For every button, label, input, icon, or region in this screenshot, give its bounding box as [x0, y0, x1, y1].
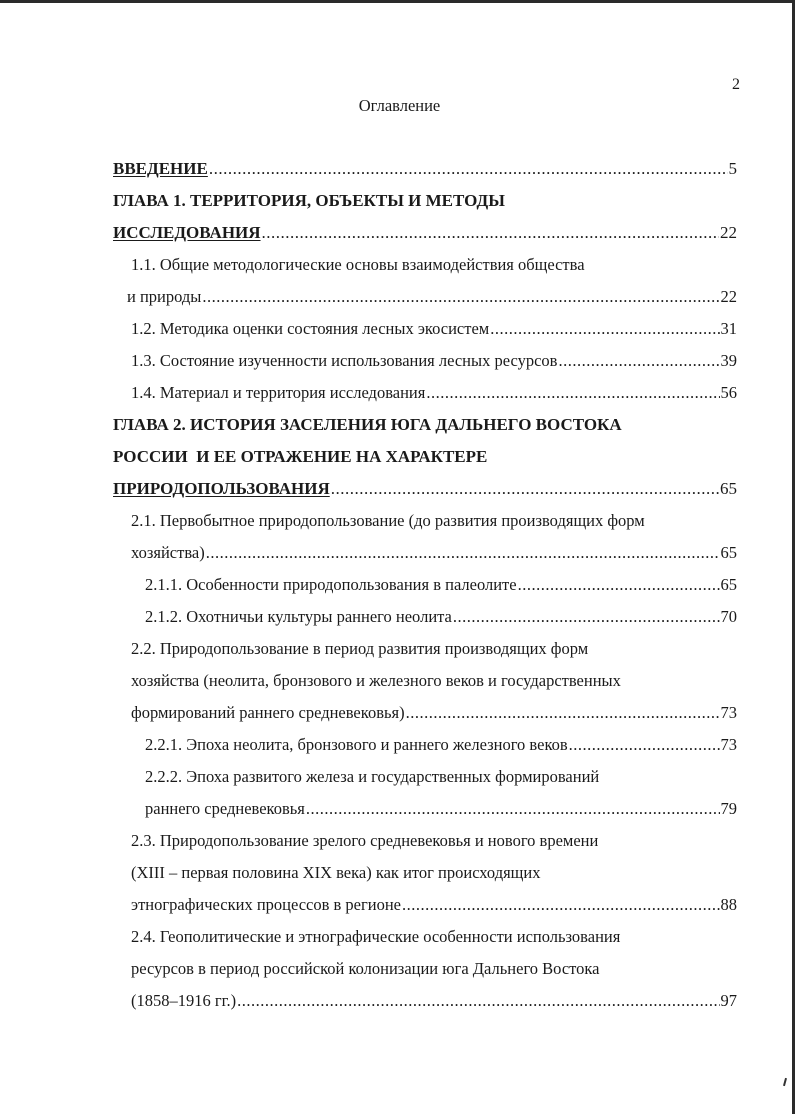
toc-entry-text: 1.2. Методика оценки состояния лесных экосистем: [131, 319, 490, 338]
toc-entry-chapter-1[interactable]: [113, 185, 737, 249]
page-edge-top: [0, 0, 795, 3]
toc-entry-text: этнографических процессов в регионе: [131, 895, 402, 914]
toc-entry-2-4[interactable]: [113, 921, 737, 1017]
toc-entry-page: 56: [720, 383, 737, 402]
dot-leader: [306, 793, 720, 825]
toc-entry-text: ГЛАВА 2. ИСТОРИЯ ЗАСЕЛЕНИЯ ЮГА ДАЛЬНЕГО ВОСТОКА: [113, 415, 622, 434]
toc-entry-text: ресурсов в период российской колонизации юга Дальнего Востока: [131, 959, 600, 978]
toc-entry-page: 31: [720, 319, 737, 338]
toc-entry-page: 22: [720, 287, 737, 306]
dot-leader: [406, 697, 720, 729]
toc-entry-page: 65: [720, 543, 737, 562]
toc-entry-text: 2.2. Природопользование в период развития производящих форм: [131, 639, 589, 658]
toc-entry-2-1[interactable]: [113, 505, 737, 569]
toc-entry-text: 1.1. Общие методологические основы взаимодействия общества: [131, 255, 585, 274]
dot-leader: [426, 377, 719, 409]
toc-entry-text: 2.1. Первобытное природопользование (до развития производящих форм: [131, 511, 645, 530]
toc-entry-text: 2.3. Природопользование зрелого средневековья и нового времени: [131, 831, 599, 850]
toc-entry-text: 2.4. Геополитические и этнографические особенности использования: [131, 927, 621, 946]
toc-entry-text: 2.2.2. Эпоха развитого железа и государственных формирований: [145, 767, 600, 786]
toc-entry-page: 39: [720, 351, 737, 370]
toc-entry-page: 65: [720, 575, 737, 594]
table-of-contents: [113, 153, 737, 1017]
toc-entry-text: хозяйства (неолита, бронзового и железного веков и государственных: [131, 671, 621, 690]
page-number: 2: [732, 76, 740, 93]
dot-leader: [518, 569, 720, 601]
toc-entry-text: (1858–1916 гг.): [131, 991, 237, 1010]
toc-entry-page: 73: [720, 703, 737, 722]
toc-entry-page: 70: [720, 607, 737, 626]
toc-entry-2-1-1[interactable]: [113, 569, 737, 601]
toc-title: Оглавление: [358, 96, 441, 115]
toc-entry-text: раннего средневековья: [145, 799, 305, 818]
scan-speck: [783, 1078, 787, 1086]
toc-entry-text: 2.1.2. Охотничьи культуры раннего неолита: [145, 607, 452, 626]
toc-entry-2-2-1[interactable]: [113, 729, 737, 761]
toc-entry-2-2-2[interactable]: [113, 761, 737, 825]
toc-entry-text: 1.4. Материал и территория исследования: [131, 383, 426, 402]
dot-leader: [209, 153, 728, 185]
toc-entry-page: 73: [720, 735, 737, 754]
dot-leader: [558, 345, 719, 377]
toc-entry-text: ВВЕДЕНИЕ: [113, 159, 208, 178]
toc-entry-text: 2.1.1. Особенности природопользования в палеолите: [145, 575, 517, 594]
toc-entry-1-2[interactable]: [113, 313, 737, 345]
toc-entry-1-4[interactable]: [113, 377, 737, 409]
toc-entry-2-1-2[interactable]: [113, 601, 737, 633]
toc-entry-1-3[interactable]: [113, 345, 737, 377]
toc-entry-page: 5: [728, 159, 737, 178]
dot-leader: [202, 281, 719, 313]
toc-entry-page: 79: [720, 799, 737, 818]
toc-entry-page: 88: [720, 895, 737, 914]
toc-entry-text: хозяйства): [131, 543, 205, 562]
toc-entry-text: 2.2.1. Эпоха неолита, бронзового и раннего железного веков: [145, 735, 568, 754]
toc-entry-text: ПРИРОДОПОЛЬЗОВАНИЯ: [113, 479, 330, 498]
dot-leader: [402, 889, 719, 921]
toc-entry-text: 1.3. Состояние изученности использования лесных ресурсов: [131, 351, 558, 370]
dot-leader: [490, 313, 719, 345]
toc-entry-page: 97: [720, 991, 737, 1010]
dot-leader: [453, 601, 720, 633]
toc-entry-page: 22: [720, 223, 737, 242]
toc-entry-1-1[interactable]: [113, 249, 737, 313]
dot-leader: [237, 985, 719, 1017]
toc-entry-text: формирований раннего средневековья): [131, 703, 405, 722]
dot-leader: [262, 217, 719, 249]
toc-entry-text: ИССЛЕДОВАНИЯ: [113, 223, 261, 242]
toc-entry-intro[interactable]: [113, 153, 737, 185]
toc-entry-text: (XIII – первая половина XIX века) как итог происходящих: [131, 863, 541, 882]
toc-entry-2-2[interactable]: [113, 633, 737, 729]
toc-entry-page: 65: [720, 479, 737, 498]
toc-entry-text: ГЛАВА 1. ТЕРРИТОРИЯ, ОБЪЕКТЫ И МЕТОДЫ: [113, 191, 505, 210]
toc-entry-text: РОССИИ И ЕЕ ОТРАЖЕНИЕ НА ХАРАКТЕРЕ: [113, 447, 488, 466]
toc-entry-text: и природы: [127, 287, 202, 306]
toc-entry-2-3[interactable]: [113, 825, 737, 921]
dot-leader: [331, 473, 719, 505]
dot-leader: [206, 537, 720, 569]
page-edge-right: [792, 0, 795, 1114]
toc-entry-chapter-2[interactable]: [113, 409, 737, 505]
dot-leader: [569, 729, 720, 761]
